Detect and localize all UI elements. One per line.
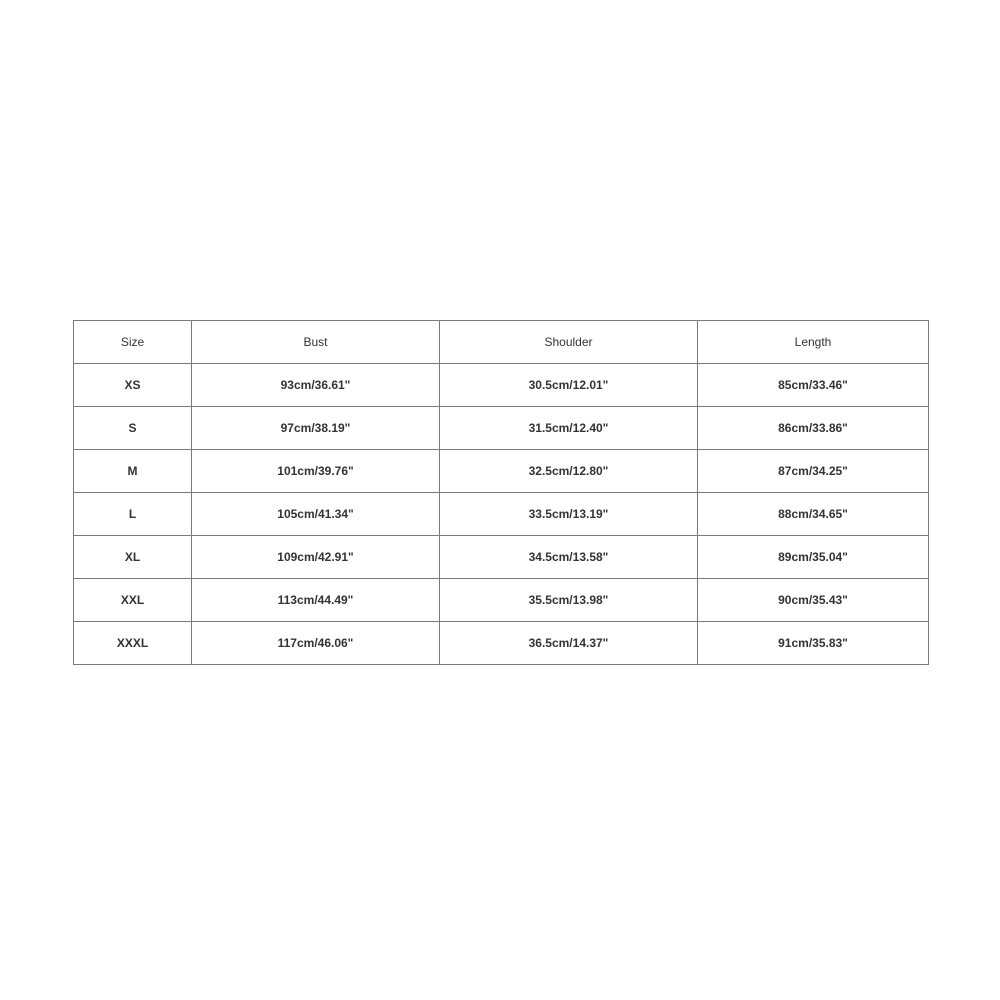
table-header-row [74,321,929,364]
size-cell: XS [74,364,192,407]
bust-cell: 105cm/41.34" [192,493,440,536]
shoulder-cell: 32.5cm/12.80" [440,450,698,493]
bust-cell: 117cm/46.06" [192,622,440,665]
size-cell: XXXL [74,622,192,665]
table-row [74,364,929,407]
length-cell: 89cm/35.04" [698,536,929,579]
size-cell: XXL [74,579,192,622]
shoulder-cell: 31.5cm/12.40" [440,407,698,450]
table-row [74,622,929,665]
bust-cell: 93cm/36.61" [192,364,440,407]
length-cell: 86cm/33.86" [698,407,929,450]
table-row [74,579,929,622]
table-row [74,450,929,493]
table-row [74,493,929,536]
shoulder-cell: 35.5cm/13.98" [440,579,698,622]
length-cell: 87cm/34.25" [698,450,929,493]
size-chart-table [73,320,929,665]
size-cell: S [74,407,192,450]
table-row [74,536,929,579]
header-cell-shoulder: Shoulder [440,321,698,364]
length-cell: 91cm/35.83" [698,622,929,665]
header-cell-size: Size [74,321,192,364]
header-cell-bust: Bust [192,321,440,364]
size-cell: L [74,493,192,536]
bust-cell: 113cm/44.49" [192,579,440,622]
length-cell: 90cm/35.43" [698,579,929,622]
size-cell: M [74,450,192,493]
table-row [74,407,929,450]
shoulder-cell: 30.5cm/12.01" [440,364,698,407]
shoulder-cell: 36.5cm/14.37" [440,622,698,665]
shoulder-cell: 33.5cm/13.19" [440,493,698,536]
header-cell-length: Length [698,321,929,364]
length-cell: 85cm/33.46" [698,364,929,407]
bust-cell: 101cm/39.76" [192,450,440,493]
length-cell: 88cm/34.65" [698,493,929,536]
bust-cell: 97cm/38.19" [192,407,440,450]
shoulder-cell: 34.5cm/13.58" [440,536,698,579]
size-cell: XL [74,536,192,579]
bust-cell: 109cm/42.91" [192,536,440,579]
